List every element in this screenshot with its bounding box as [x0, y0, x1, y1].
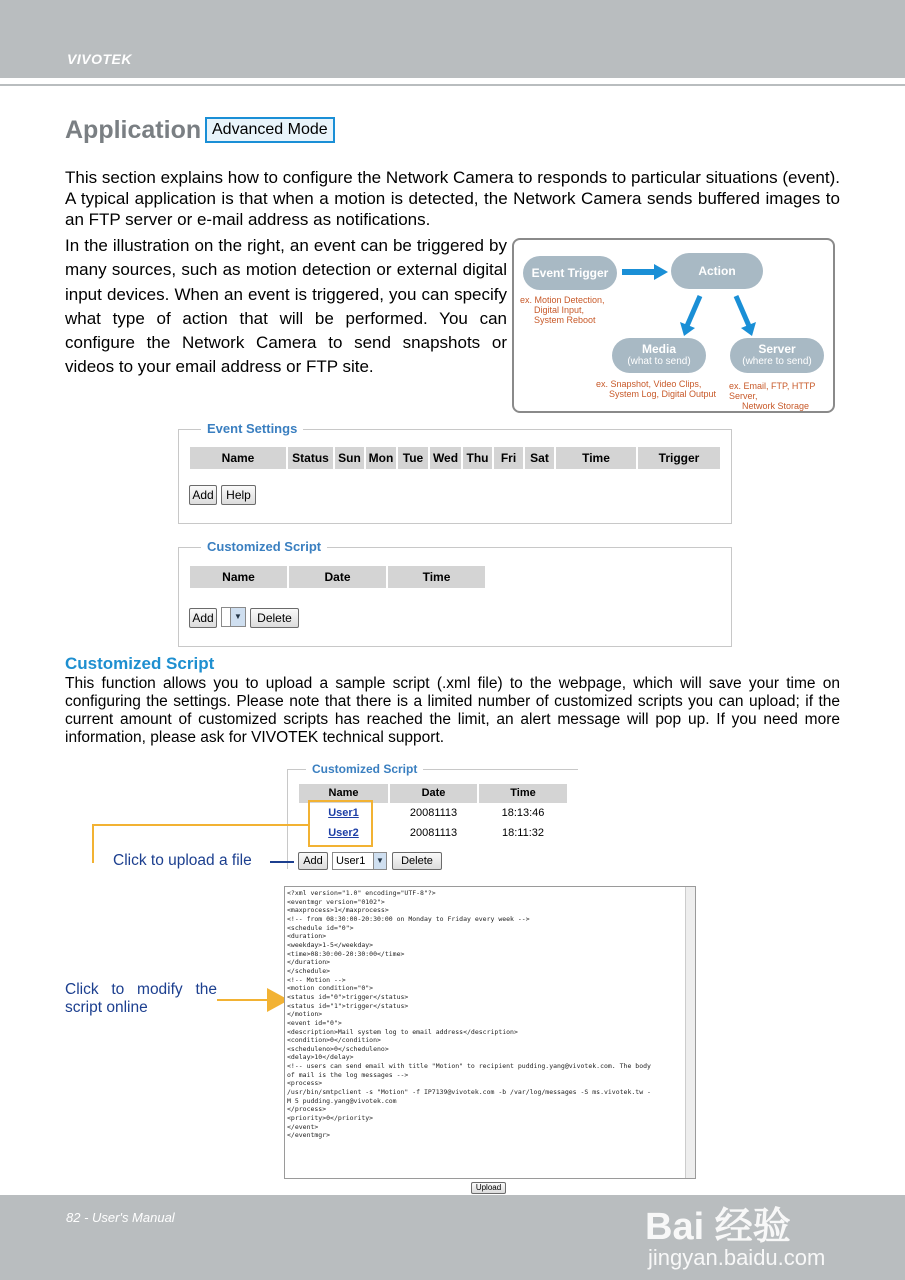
modify-callout: Click to modify the script online [65, 981, 217, 1016]
add-button[interactable]: Add [189, 485, 217, 505]
media-node [612, 338, 706, 373]
table-cell: 20081113 [409, 807, 458, 819]
event-diagram [512, 238, 835, 413]
column-header: Sat [525, 447, 554, 469]
event-settings-legend: Event Settings [201, 421, 303, 436]
script-link-user1[interactable]: User1 [328, 807, 359, 819]
page-number: 82 - User's Manual [66, 1210, 175, 1225]
illustration-paragraph: In the illustration on the right, an event can be triggered by many sources, such as motion detection or external digital input devices. When an event is triggered, you can specify what type of action that will be performed. You can configure the Network Camera to send snapshots or videos to your email address or FTP site. [65, 236, 507, 377]
column-header: Thu [463, 447, 492, 469]
column-header: Mon [366, 447, 396, 469]
callout-line [92, 824, 308, 826]
event-trigger-label: Event Trigger [531, 266, 609, 280]
media-note: ex. Snapshot, Video Clips, System Log, Digital Output [596, 379, 717, 399]
column-header: Time [388, 566, 485, 588]
page-footer [0, 1195, 905, 1280]
brand-label: VIVOTEK [67, 51, 132, 67]
chevron-down-icon: ▼ [230, 608, 245, 626]
customized-script-panel [178, 539, 732, 647]
intro-paragraph: This section explains how to configure the Network Camera to responds to particular situations (event). A typical application is that when a motion is detected, the Network Camera sends buffered images to an FTP server or e-mail address as notifications. [65, 168, 840, 229]
script-select[interactable] [332, 852, 387, 870]
scrollbar[interactable] [685, 887, 695, 1178]
media-label: Media [641, 342, 676, 356]
script-editor[interactable] [284, 886, 696, 1179]
server-label: Server [758, 342, 796, 356]
script-select[interactable] [221, 607, 246, 627]
upload-callout: Click to upload a file [113, 852, 252, 869]
customized-script-legend: Customized Script [201, 539, 327, 554]
example-panel-legend: Customized Script [306, 762, 423, 776]
mode-badge: Advanced Mode [205, 117, 335, 143]
trigger-note: ex. Motion Detection, Digital Input, System Reboot [520, 295, 605, 325]
delete-button[interactable]: Delete [250, 608, 299, 628]
upload-button[interactable]: Upload [471, 1182, 506, 1194]
table-cell: 18:11:32 [501, 827, 544, 839]
column-header: Wed [430, 447, 461, 469]
column-header: Sun [335, 447, 364, 469]
watermark-logo: Bai 经验 [645, 1206, 791, 1248]
add-button[interactable]: Add [298, 852, 328, 870]
highlight-box [308, 800, 373, 847]
column-header: Time [479, 784, 567, 803]
callout-line [217, 999, 269, 1001]
table-cell: 18:13:46 [501, 807, 545, 819]
server-sublabel: (where to send) [742, 356, 812, 367]
column-header: Date [289, 566, 386, 588]
arrow-down-left-icon [680, 294, 704, 336]
arrow-down-right-icon [732, 294, 756, 336]
server-node [730, 338, 824, 373]
watermark-url: jingyan.baidu.com [648, 1245, 826, 1270]
header-divider [0, 84, 905, 86]
column-header: Fri [494, 447, 523, 469]
action-node [671, 253, 763, 289]
event-trigger-node [523, 256, 617, 290]
callout-line [92, 824, 94, 863]
column-header: Date [390, 784, 477, 803]
column-header: Tue [398, 447, 428, 469]
action-label: Action [698, 264, 736, 278]
callout-line [270, 861, 294, 863]
example-panel-border [287, 769, 288, 869]
delete-button[interactable]: Delete [392, 852, 442, 870]
column-header: Status [288, 447, 333, 469]
column-header: Name [190, 566, 287, 588]
section-heading: Customized Script [65, 654, 215, 673]
page-header [0, 0, 905, 78]
column-header: Name [299, 784, 388, 803]
media-sublabel: (what to send) [627, 356, 691, 367]
arrow-right-icon [622, 264, 668, 280]
server-note: ex. Email, FTP, HTTP Server, Network Storage [729, 381, 816, 411]
script-content: <?xml version="1.0" encoding="UTF-8"?> <eventmgr version="0102"> <maxprocess>1</maxprocess> <!-- from 08:30:00-20:30:00 on Monday to Friday every week --> <schedule id="0"> <duration> <weekday>1-5</weekday> <time>08:30:00-20:30:00</time> </duration> </schedule> <!-- Motion --> <motion condition="0"> <status id="0">trigger</status> <status id="1">trigger</status> </motion> <event id="0"> <description>Mail system log to email address</description> <condition>0</condition> <scheduleno>0</scheduleno> <delay>10</delay> <!-- users can send email with title "Motion" to recipient pudding.yang@vivotek.com. The body of mail is the log messages --> <process> /usr/bin/smtpclient -s "Motion" -f IP7139@vivotek.com -b /var/log/messages -S ms.vivotek.tw - M 5 pudding.yang@vivotek.com </process> <priority>0</priority> </event> </eventmgr> [287, 889, 651, 1140]
event-settings-panel [178, 421, 732, 524]
section-description: This function allows you to upload a sample script (.xml file) to the webpage, which will save your time on configuring the settings. Please note that there is a limited number of customized scripts you can upload; if the current amount of customized scripts has reached the limit, an alert message will pop up. If you need more information, please ask for VIVOTEK technical support. [65, 675, 840, 746]
table-cell: 20081113 [409, 827, 458, 839]
column-header: Time [556, 447, 636, 469]
chevron-down-icon: ▼ [373, 853, 386, 869]
script-link-user2[interactable]: User2 [328, 827, 359, 839]
help-button[interactable]: Help [221, 485, 256, 505]
add-button[interactable]: Add [189, 608, 217, 628]
page-title: Application [65, 116, 202, 144]
column-header: Name [190, 447, 286, 469]
script-select-value: User1 [336, 855, 366, 867]
column-header: Trigger [638, 447, 720, 469]
